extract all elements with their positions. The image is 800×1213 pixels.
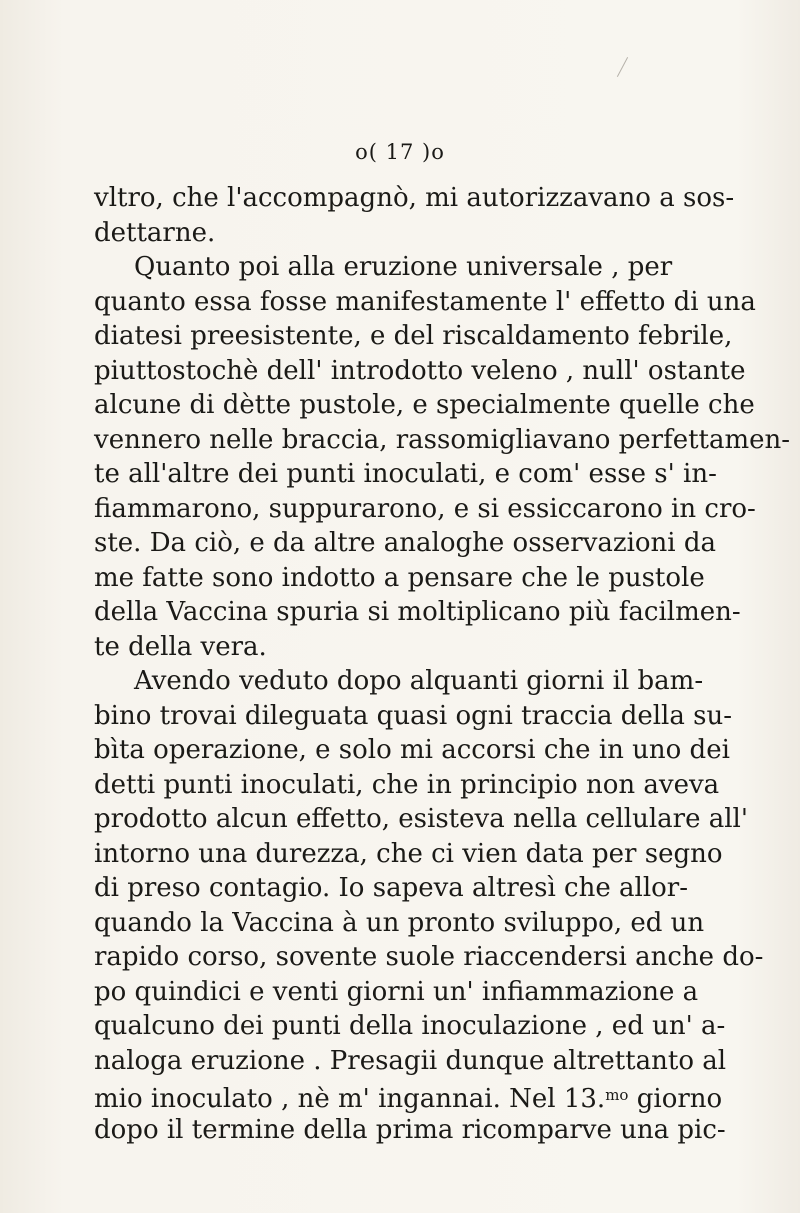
text-line: alcune di dètte pustole, e specialmente quelle che bbox=[94, 390, 755, 420]
text-line: quando la Vaccina à un pronto sviluppo, ed un bbox=[94, 907, 705, 938]
text-line: te all'altre dei punti inoculati, e com' esse s' in- bbox=[94, 459, 717, 489]
text-line: diatesi preesistente, e del riscaldamento febrile, bbox=[94, 321, 733, 351]
text-line bbox=[94, 1078, 794, 1113]
text-line: detti punti inoculati, che in principio non aveva bbox=[94, 769, 720, 800]
text-line: po quindici e venti giorni un' infiammazione a bbox=[94, 976, 699, 1007]
text-line: prodotto alcun effetto, esisteva nella cellulare all' bbox=[94, 804, 748, 834]
body-text bbox=[94, 181, 794, 1147]
text-line: dopo il termine della prima ricomparve una pic- bbox=[94, 1114, 726, 1145]
text-line: dettarne. bbox=[94, 217, 216, 248]
text-line: ste. Da ciò, e da altre analoghe osservazioni da bbox=[94, 528, 717, 558]
text-line: te della vera. bbox=[94, 631, 267, 662]
pencil-mark bbox=[617, 57, 628, 77]
text-line: me fatte sono indotto a pensare che le pustole bbox=[94, 562, 705, 593]
text-line: Quanto poi alla eruzione universale , per bbox=[134, 252, 673, 282]
text-line: bino trovai dileguata quasi ogni traccia della su- bbox=[94, 700, 733, 731]
text-line: rapido corso, sovente suole riaccendersi anche do- bbox=[94, 942, 764, 972]
ordinal-suffix: mo bbox=[605, 1086, 629, 1104]
text-line: quanto essa fosse manifestamente l' effetto di una bbox=[94, 286, 756, 317]
text-line: intorno una durezza, che ci vien data per segno bbox=[94, 838, 723, 869]
text-line: piuttostochè dell' introdotto veleno , null' ostante bbox=[94, 355, 746, 386]
text-line-tail: giorno bbox=[628, 1084, 723, 1114]
text-line: vennero nelle braccia, rassomigliavano perfettamen- bbox=[94, 424, 791, 455]
text-line: Avendo veduto dopo alquanti giorni il bam- bbox=[134, 666, 704, 696]
text-line: fiammarono, suppurarono, e si essiccarono in cro- bbox=[94, 493, 756, 524]
text-line: naloga eruzione . Presagii dunque altrettanto al bbox=[94, 1045, 727, 1076]
text-line: di preso contagio. Io sapeva altresì che allor- bbox=[94, 873, 689, 903]
text-line-head: mio inoculato , nè m' ingannai. Nel 13. bbox=[94, 1084, 606, 1114]
text-line: qualcuno dei punti della inoculazione , ed un' a- bbox=[94, 1011, 726, 1041]
text-line: della Vaccina spuria si moltiplicano più facilmen- bbox=[94, 597, 741, 627]
text-line: bìta operazione, e solo mi accorsi che in uno dei bbox=[94, 735, 730, 765]
text-line: vltro, che l'accompagnò, mi autorizzavano a sos- bbox=[94, 183, 735, 213]
page-number: o( 17 )o bbox=[355, 140, 445, 164]
